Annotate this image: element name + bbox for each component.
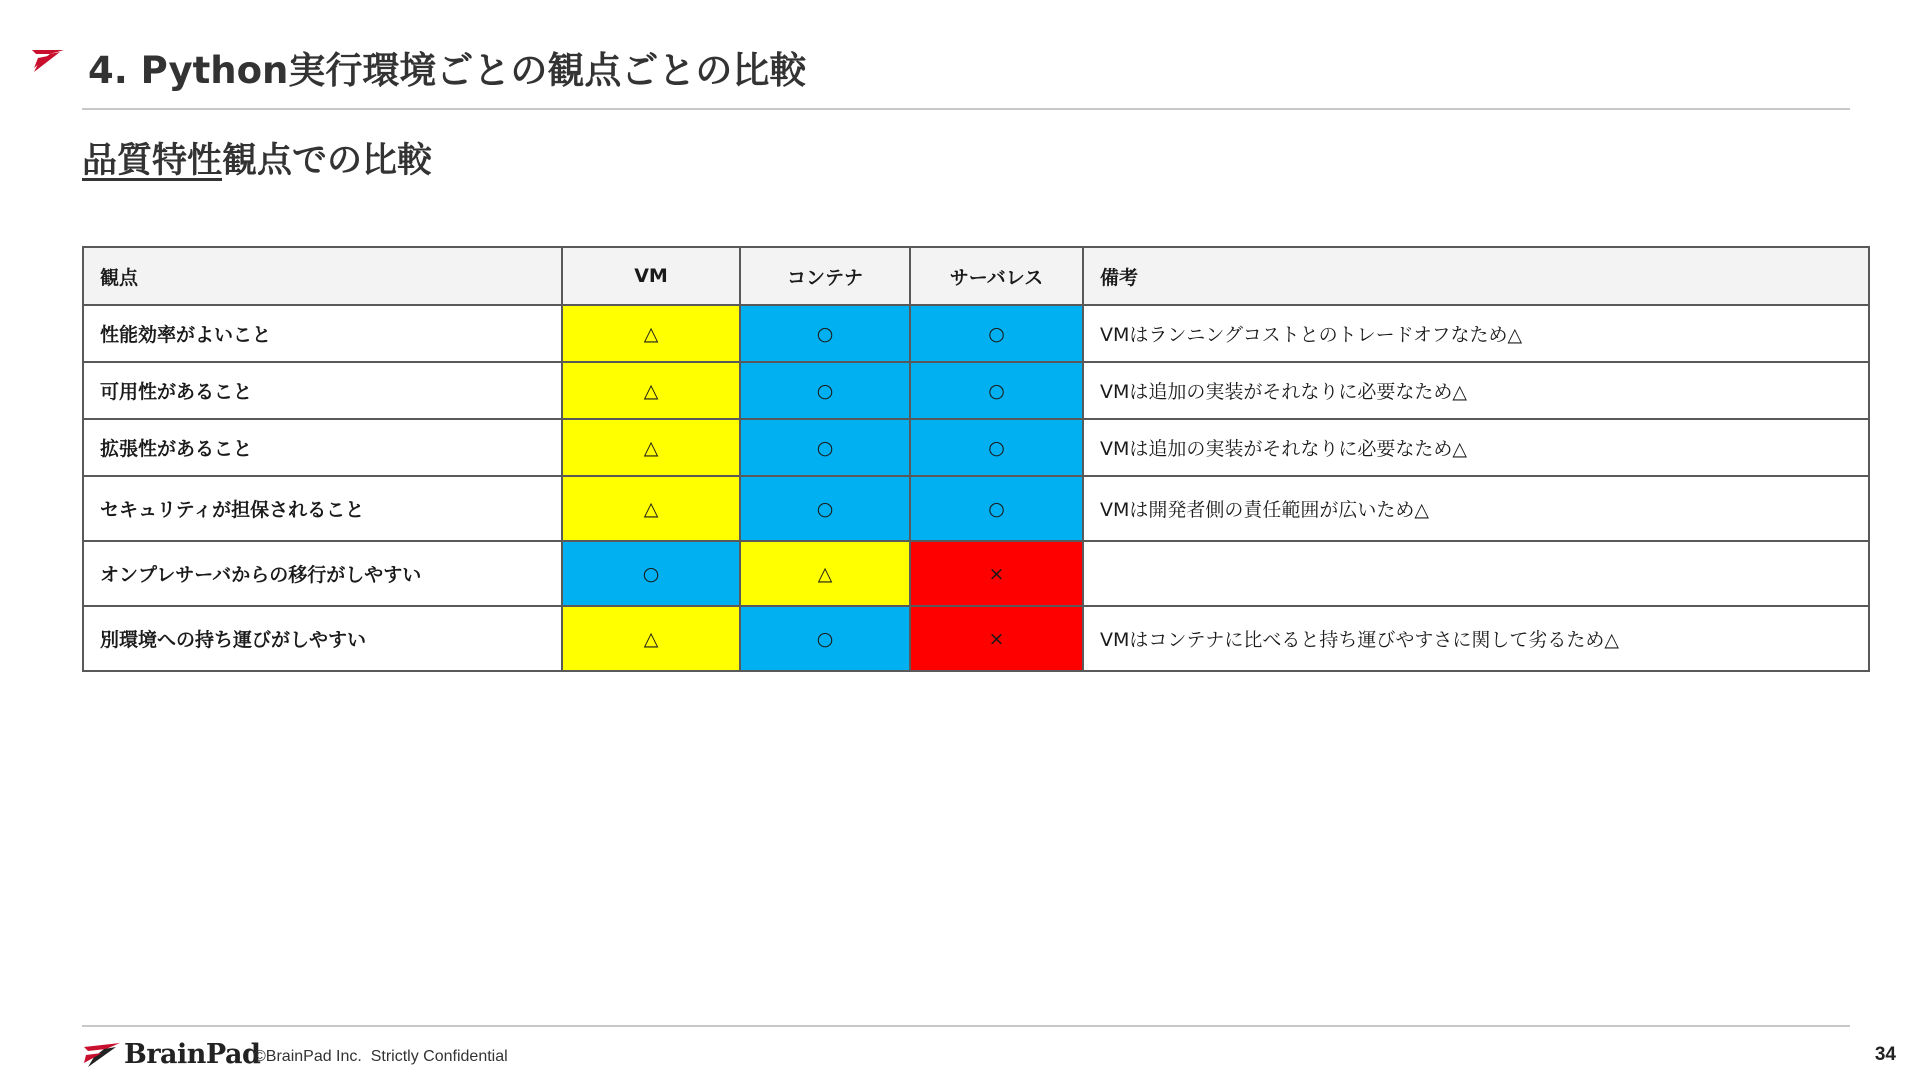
copyright-text: ©BrainPad Inc. Strictly Confidential: [254, 1048, 508, 1065]
note-cell: VMはランニングコストとのトレードオフなため△: [1083, 305, 1869, 362]
aspect-cell: 性能効率がよいこと: [83, 305, 562, 362]
vm-cell: △: [562, 305, 740, 362]
aspect-cell: セキュリティが担保されること: [83, 476, 562, 541]
section-heading-underlined: 品質特性: [82, 141, 223, 181]
header-vm: VM: [562, 247, 740, 305]
header-container: コンテナ: [740, 247, 910, 305]
table-row: [83, 305, 1869, 362]
note-cell: VMは追加の実装がそれなりに必要なため△: [1083, 419, 1869, 476]
table-row: [83, 541, 1869, 606]
serverless-cell: ○: [910, 305, 1083, 362]
brainpad-logo-icon: [82, 1039, 122, 1069]
table-row: [83, 419, 1869, 476]
container-cell: ○: [740, 476, 910, 541]
page-number: 34: [1874, 1044, 1896, 1065]
footer-logo: [82, 1039, 260, 1069]
header-aspect: 観点: [83, 247, 562, 305]
section-heading: [82, 133, 432, 183]
table-row: [83, 362, 1869, 419]
title-divider: [82, 108, 1850, 110]
serverless-cell: ○: [910, 476, 1083, 541]
aspect-cell: 拡張性があること: [83, 419, 562, 476]
aspect-cell: オンプレサーバからの移行がしやすい: [83, 541, 562, 606]
header-serverless: サーバレス: [910, 247, 1083, 305]
vm-cell: △: [562, 476, 740, 541]
note-cell: VMは開発者側の責任範囲が広いため△: [1083, 476, 1869, 541]
container-cell: ○: [740, 419, 910, 476]
header-note: 備考: [1083, 247, 1869, 305]
footer-divider: [82, 1025, 1850, 1027]
container-cell: ○: [740, 305, 910, 362]
vm-cell: △: [562, 419, 740, 476]
vm-cell: △: [562, 606, 740, 671]
vm-cell: ○: [562, 541, 740, 606]
aspect-cell: 可用性があること: [83, 362, 562, 419]
brainpad-mark-icon: [30, 48, 66, 74]
serverless-cell: ○: [910, 362, 1083, 419]
note-cell: VMは追加の実装がそれなりに必要なため△: [1083, 362, 1869, 419]
container-cell: ○: [740, 606, 910, 671]
page-title: 4. Python実行環境ごとの観点ごとの比較: [88, 49, 807, 92]
table-row: [83, 476, 1869, 541]
note-cell: [1083, 541, 1869, 606]
footer-logo-text: BrainPad: [124, 1038, 261, 1070]
comparison-table: [82, 246, 1870, 672]
serverless-cell: ×: [910, 606, 1083, 671]
section-heading-rest: 観点での比較: [222, 141, 433, 181]
serverless-cell: ○: [910, 419, 1083, 476]
note-cell: VMはコンテナに比べると持ち運びやすさに関して劣るため△: [1083, 606, 1869, 671]
container-cell: ○: [740, 362, 910, 419]
vm-cell: △: [562, 362, 740, 419]
table-row: [83, 606, 1869, 671]
container-cell: △: [740, 541, 910, 606]
aspect-cell: 別環境への持ち運びがしやすい: [83, 606, 562, 671]
serverless-cell: ×: [910, 541, 1083, 606]
table-header-row: [83, 247, 1869, 305]
